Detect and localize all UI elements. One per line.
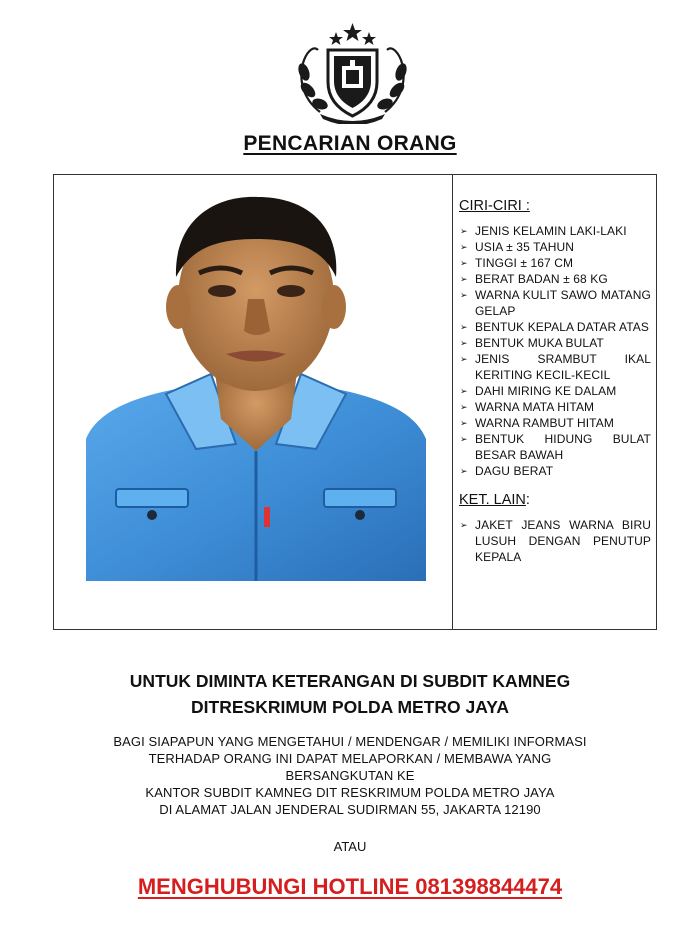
list-item	[459, 383, 651, 399]
atau-text: ATAU	[333, 839, 367, 854]
list-item	[459, 271, 651, 287]
notice-line-2: DITRESKRIMUM POLDA METRO JAYA	[191, 697, 509, 717]
list-item-text: BENTUK MUKA BULAT	[475, 336, 604, 350]
arrow-bullet-icon: ➢	[460, 226, 468, 236]
ciri-ciri-list	[459, 223, 651, 479]
list-item-text: BERAT BADAN ± 68 KG	[475, 272, 608, 286]
list-item-text: JENIS SRAMBUT IKAL KERITING KECIL-KECIL	[475, 352, 651, 382]
arrow-bullet-icon: ➢	[460, 386, 468, 396]
list-item-text: WARNA KULIT SAWO MATANG GELAP	[475, 288, 651, 318]
list-item-text: USIA ± 35 TAHUN	[475, 240, 575, 254]
info-paragraph	[0, 733, 700, 818]
list-item	[459, 287, 651, 319]
arrow-bullet-icon: ➢	[460, 322, 468, 332]
list-item-text: BENTUK HIDUNG BULAT BESAR BAWAH	[475, 432, 651, 462]
info-line-2: TERHADAP ORANG INI DAPAT MELAPORKAN / MEMBAWA YANG	[148, 751, 552, 766]
info-line-4: KANTOR SUBDIT KAMNEG DIT RESKRIMUM POLDA METRO JAYA	[145, 785, 555, 800]
list-item	[459, 351, 651, 383]
notice-heading	[0, 668, 700, 720]
arrow-bullet-icon: ➢	[460, 274, 468, 284]
arrow-bullet-icon: ➢	[460, 466, 468, 476]
list-item-text: WARNA MATA HITAM	[475, 400, 595, 414]
list-item	[459, 399, 651, 415]
list-item	[459, 319, 651, 335]
list-item	[459, 239, 651, 255]
list-item	[459, 255, 651, 271]
list-item	[459, 335, 651, 351]
notice-line-1: UNTUK DIMINTA KETERANGAN DI SUBDIT KAMNEG	[129, 671, 571, 691]
info-line-1: BAGI SIAPAPUN YANG MENGETAHUI / MENDENGAR / MEMILIKI INFORMASI	[113, 734, 587, 749]
person-photo	[86, 189, 426, 581]
list-item-text: JAKET JEANS WARNA BIRU LUSUH DENGAN PENUTUP KEPALA	[475, 518, 651, 564]
list-item	[459, 415, 651, 431]
arrow-bullet-icon: ➢	[460, 338, 468, 348]
column-divider	[452, 175, 453, 629]
arrow-bullet-icon: ➢	[460, 402, 468, 412]
police-emblem-logo	[290, 20, 415, 124]
list-item-text: WARNA RAMBUT HITAM	[475, 416, 614, 430]
list-item	[459, 463, 651, 479]
arrow-bullet-icon: ➢	[460, 520, 468, 530]
arrow-bullet-icon: ➢	[460, 418, 468, 428]
ket-lain-list	[459, 517, 651, 565]
arrow-bullet-icon: ➢	[460, 258, 468, 268]
list-item-text: DAHI MIRING KE DALAM	[475, 384, 617, 398]
hotline-text: MENGHUBUNGI HOTLINE 081398844474	[137, 874, 563, 899]
list-item-text: BENTUK KEPALA DATAR ATAS	[475, 320, 650, 334]
list-item-text: TINGGI ± 167 CM	[475, 256, 574, 270]
arrow-bullet-icon: ➢	[460, 434, 468, 444]
list-item-text: DAGU BERAT	[475, 464, 554, 478]
info-line-3: BERSANGKUTAN KE	[285, 768, 415, 783]
arrow-bullet-icon: ➢	[460, 354, 468, 364]
list-item	[459, 517, 651, 565]
description-panel	[459, 197, 651, 565]
info-line-5: DI ALAMAT JALAN JENDERAL SUDIRMAN 55, JAKARTA 12190	[159, 802, 541, 817]
arrow-bullet-icon: ➢	[460, 290, 468, 300]
page-title: PENCARIAN ORANG	[243, 132, 457, 155]
person-info-box	[53, 174, 657, 630]
ket-lain-heading: KET. LAIN:	[459, 492, 530, 508]
arrow-bullet-icon: ➢	[460, 242, 468, 252]
list-item	[459, 223, 651, 239]
ciri-ciri-heading: CIRI-CIRI :	[459, 198, 530, 214]
list-item	[459, 431, 651, 463]
list-item-text: JENIS KELAMIN LAKI-LAKI	[475, 224, 627, 238]
